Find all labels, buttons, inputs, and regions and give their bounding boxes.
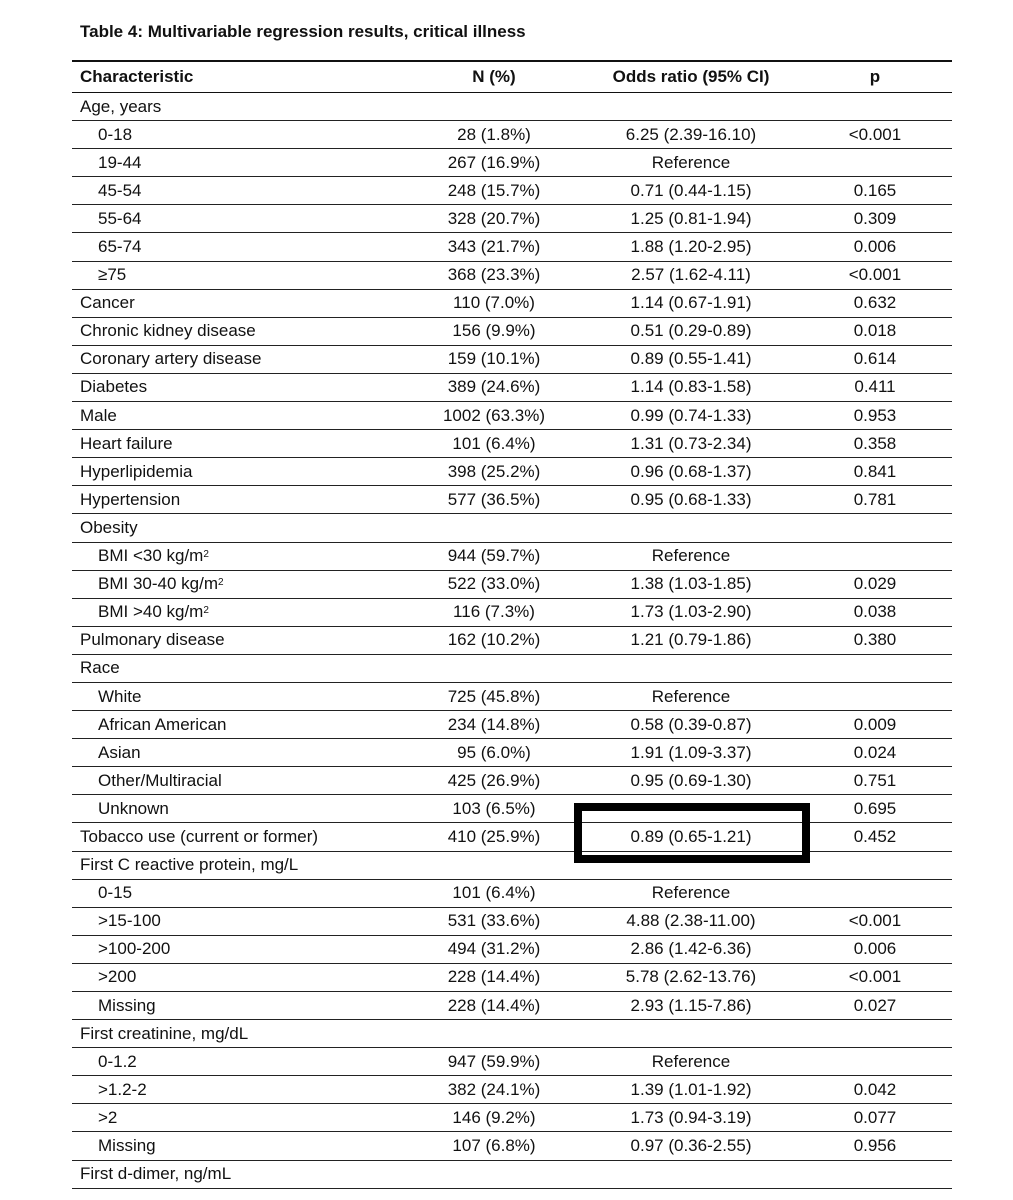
cell-odds-ratio: 0.58 (0.39-0.87) (630, 714, 752, 734)
cell-odds-ratio: 6.25 (2.39-16.10) (625, 124, 757, 144)
characteristic-label: 0-18 (98, 124, 133, 144)
cell-p: 0.411 (854, 377, 896, 397)
characteristic-label: BMI 30-40 kg/m (98, 574, 218, 594)
table-row (72, 655, 952, 683)
table-row (72, 290, 952, 318)
cell-p: 0.452 (853, 826, 897, 846)
cell-characteristic (80, 486, 180, 513)
characteristic-label: Age, years (80, 96, 162, 116)
cell-odds-ratio: 4.88 (2.38-11.00) (626, 911, 756, 931)
cell-odds-ratio: 0.51 (0.29-0.89) (630, 321, 752, 341)
cell-characteristic (98, 1104, 117, 1131)
cell-characteristic (98, 1076, 147, 1103)
cell-p: 0.841 (853, 461, 897, 481)
cell-p (798, 514, 952, 541)
cell-n: 103 (6.5%) (452, 798, 536, 818)
table-row (72, 571, 952, 599)
characteristic-label: First C reactive protein, mg/L (80, 855, 299, 875)
cell-odds-ratio: 1.38 (1.03-1.85) (630, 574, 752, 594)
cell-characteristic (80, 430, 173, 457)
table-row (72, 93, 952, 121)
cell-p: 0.953 (853, 405, 897, 425)
table-row (72, 936, 952, 964)
cell-odds-ratio: 0.96 (0.68-1.37) (630, 461, 752, 481)
cell-characteristic (98, 795, 169, 822)
cell-n: 389 (24.6%) (447, 377, 541, 397)
table-row (72, 992, 952, 1020)
cell-characteristic (98, 149, 141, 176)
cell-p (798, 93, 952, 120)
cell-odds-ratio: 1.91 (1.09-3.37) (630, 742, 752, 762)
cell-n: 228 (14.4%) (447, 995, 541, 1015)
characteristic-label: Unknown (98, 798, 169, 818)
cell-characteristic (80, 627, 225, 654)
cell-odds-ratio: 0.89 (0.65-1.21) (630, 826, 752, 846)
characteristic-label: >100-200 (98, 939, 171, 959)
cell-n: 328 (20.7%) (447, 208, 541, 228)
cell-p (798, 543, 952, 570)
header-p: p (869, 67, 881, 86)
characteristic-label: Hypertension (80, 489, 181, 509)
cell-n: 101 (6.4%) (452, 433, 536, 453)
cell-characteristic (98, 992, 156, 1019)
characteristic-label: Hyperlipidemia (80, 461, 193, 481)
characteristic-label: Missing (98, 1136, 156, 1156)
cell-odds-ratio: 0.89 (0.55-1.41) (630, 349, 752, 369)
header-odds-ratio: Odds ratio (95% CI) (612, 67, 770, 86)
characteristic-label: 45-54 (98, 180, 142, 200)
cell-odds-ratio: 0.71 (0.44-1.15) (630, 180, 752, 200)
table-row (72, 683, 952, 711)
cell-p (798, 655, 952, 682)
cell-p: <0.001 (848, 124, 902, 144)
cell-odds-ratio: Reference (651, 686, 731, 706)
table-row (72, 149, 952, 177)
cell-characteristic (98, 233, 141, 260)
characteristic-label: Heart failure (80, 433, 173, 453)
characteristic-label: Diabetes (80, 377, 148, 397)
cell-n: 944 (59.7%) (447, 546, 541, 566)
table-row (72, 430, 952, 458)
table-row (72, 402, 952, 430)
cell-n: 116 (7.3%) (453, 602, 535, 622)
cell-odds-ratio: 2.57 (1.62-4.11) (631, 265, 751, 285)
characteristic-label: Asian (98, 742, 141, 762)
cell-p (798, 149, 952, 176)
cell-characteristic (80, 514, 138, 541)
characteristic-label: BMI <30 kg/m (98, 546, 204, 566)
characteristic-label: Male (80, 405, 117, 425)
cell-characteristic (80, 402, 117, 429)
cell-n (404, 1020, 584, 1047)
cell-odds-ratio: Reference (651, 152, 731, 172)
cell-p (798, 852, 952, 879)
cell-odds-ratio: Reference (651, 1051, 731, 1071)
cell-p: 0.309 (853, 208, 897, 228)
cell-odds-ratio: 1.31 (0.73-2.34) (630, 433, 752, 453)
cell-p: 0.009 (853, 714, 897, 734)
table-row (72, 908, 952, 936)
table-caption: Table 4: Multivariable regression results, critical illness (80, 22, 526, 41)
cell-n: 101 (6.4%) (452, 883, 536, 903)
table-row (72, 514, 952, 542)
cell-p (798, 1048, 952, 1075)
table-row (72, 486, 952, 514)
cell-characteristic (98, 880, 132, 907)
regression-table (72, 60, 952, 1189)
cell-characteristic (98, 767, 222, 794)
cell-characteristic (98, 205, 141, 232)
cell-n: 522 (33.0%) (447, 574, 541, 594)
cell-p: 0.165 (853, 180, 897, 200)
cell-p: 0.380 (853, 630, 897, 650)
characteristic-label: Missing (98, 995, 156, 1015)
cell-characteristic (98, 683, 141, 710)
table-row (72, 767, 952, 795)
cell-p: 0.614 (853, 349, 897, 369)
table-row (72, 599, 952, 627)
cell-n: 577 (36.5%) (447, 489, 541, 509)
characteristic-label: Other/Multiracial (98, 770, 222, 790)
cell-p: 0.632 (853, 293, 897, 313)
cell-p: 0.956 (853, 1136, 897, 1156)
cell-p (798, 1161, 952, 1188)
table-row (72, 121, 952, 149)
characteristic-label: Cancer (80, 293, 135, 313)
characteristic-label: Pulmonary disease (80, 630, 225, 650)
table-row (72, 823, 952, 851)
cell-n: 1002 (63.3%) (442, 405, 546, 425)
cell-n: 425 (26.9%) (447, 770, 541, 790)
cell-n (404, 852, 584, 879)
cell-n (404, 655, 584, 682)
table-row (72, 627, 952, 655)
characteristic-label: White (98, 686, 142, 706)
cell-n: 110 (7.0%) (453, 293, 535, 313)
table-row (72, 852, 952, 880)
cell-odds-ratio: Reference (651, 883, 731, 903)
cell-characteristic: BMI >40 kg/m $^2$ (98, 602, 209, 622)
cell-n: 531 (33.6%) (447, 911, 541, 931)
cell-odds-ratio (584, 1020, 798, 1047)
table-row (72, 880, 952, 908)
cell-characteristic (98, 177, 141, 204)
table-row (72, 739, 952, 767)
cell-characteristic (98, 964, 136, 991)
characteristic-label: African American (98, 714, 227, 734)
cell-n: 343 (21.7%) (447, 237, 541, 257)
cell-odds-ratio: 5.78 (2.62-13.76) (625, 967, 757, 987)
characteristic-label: >200 (98, 967, 137, 987)
characteristic-label: 0-15 (98, 883, 133, 903)
cell-characteristic (98, 1132, 156, 1159)
cell-characteristic: BMI 30-40 kg/m $^2$ (98, 574, 224, 594)
cell-n: 228 (14.4%) (447, 967, 541, 987)
table-row (72, 233, 952, 261)
cell-p: <0.001 (848, 911, 902, 931)
cell-odds-ratio (584, 1161, 798, 1188)
cell-odds-ratio: 1.73 (1.03-2.90) (630, 602, 752, 622)
cell-n: 95 (6.0%) (457, 742, 531, 762)
table-header-row (72, 62, 952, 93)
table-row (72, 1161, 952, 1189)
cell-p: 0.018 (853, 321, 897, 341)
cell-n (404, 93, 584, 120)
cell-p: 0.042 (853, 1079, 897, 1099)
cell-n: 410 (25.9%) (447, 826, 541, 846)
cell-p: 0.038 (853, 602, 897, 622)
cell-characteristic (98, 908, 161, 935)
cell-p (798, 683, 952, 710)
cell-characteristic (80, 346, 261, 373)
header-n: N (%) (472, 67, 516, 86)
table-row (72, 1048, 952, 1076)
table-row (72, 1104, 952, 1132)
table-row (72, 374, 952, 402)
cell-p: 0.781 (853, 489, 897, 509)
cell-n: 159 (10.1%) (447, 349, 541, 369)
characteristic-label: First d-dimer, ng/mL (80, 1164, 232, 1184)
characteristic-label: 19-44 (98, 152, 142, 172)
cell-characteristic (80, 823, 318, 850)
cell-odds-ratio: 1.25 (0.81-1.94) (630, 208, 752, 228)
table-row (72, 543, 952, 571)
table-row (72, 1132, 952, 1160)
cell-n: 382 (24.1%) (447, 1079, 541, 1099)
table-row (72, 1076, 952, 1104)
cell-characteristic (98, 711, 227, 738)
table-body (72, 93, 952, 1189)
cell-n: 368 (23.3%) (447, 265, 541, 285)
table-row (72, 1020, 952, 1048)
cell-characteristic (80, 1020, 248, 1047)
cell-characteristic (80, 318, 256, 345)
cell-odds-ratio (584, 655, 798, 682)
cell-n (404, 514, 584, 541)
cell-characteristic (98, 1048, 137, 1075)
cell-n (404, 1161, 584, 1188)
cell-characteristic (80, 290, 135, 317)
cell-odds-ratio: 1.73 (0.94-3.19) (630, 1107, 752, 1127)
header-characteristic: Characteristic (80, 67, 194, 86)
cell-p: 0.024 (853, 742, 897, 762)
cell-characteristic (80, 93, 161, 120)
cell-odds-ratio: 0.97 (0.36-2.55) (630, 1136, 752, 1156)
cell-characteristic (80, 458, 192, 485)
table-row (72, 346, 952, 374)
cell-odds-ratio: 1.21 (0.79-1.86) (630, 630, 752, 650)
characteristic-label: 0-1.2 (98, 1051, 137, 1071)
cell-odds-ratio: 1.39 (1.01-1.92) (630, 1079, 752, 1099)
cell-p (798, 1020, 952, 1047)
cell-p: <0.001 (848, 967, 902, 987)
cell-n: 234 (14.8%) (447, 714, 541, 734)
cell-characteristic (98, 262, 126, 289)
table-row (72, 711, 952, 739)
cell-odds-ratio: 1.14 (0.83-1.58) (630, 377, 752, 397)
cell-n: 725 (45.8%) (447, 686, 541, 706)
characteristic-label: >15-100 (98, 911, 161, 931)
cell-odds-ratio: 0.95 (0.68-1.33) (630, 489, 752, 509)
cell-characteristic (80, 374, 147, 401)
characteristic-label: Coronary artery disease (80, 349, 262, 369)
cell-odds-ratio: 0.99 (0.74-1.33) (630, 405, 752, 425)
cell-n: 107 (6.8%) (452, 1136, 536, 1156)
cell-n: 398 (25.2%) (447, 461, 541, 481)
cell-n: 248 (15.7%) (447, 180, 541, 200)
characteristic-label: Tobacco use (current or former) (80, 826, 319, 846)
table-row (72, 177, 952, 205)
characteristic-label: BMI >40 kg/m (98, 602, 204, 622)
cell-characteristic (98, 936, 170, 963)
characteristic-label: >2 (98, 1107, 118, 1127)
cell-p: 0.077 (853, 1107, 897, 1127)
cell-p: <0.001 (848, 265, 902, 285)
table-row (72, 205, 952, 233)
characteristic-label: 55-64 (98, 208, 142, 228)
cell-n: 156 (9.9%) (452, 321, 536, 341)
table-row (72, 458, 952, 486)
cell-characteristic (80, 852, 298, 879)
cell-odds-ratio (584, 93, 798, 120)
cell-characteristic (98, 739, 141, 766)
characteristic-label: >1.2-2 (98, 1079, 147, 1099)
cell-n: 146 (9.2%) (452, 1107, 536, 1127)
cell-n: 947 (59.9%) (447, 1051, 541, 1071)
table-row (72, 964, 952, 992)
characteristic-label: ≥75 (98, 265, 127, 285)
characteristic-label: Obesity (80, 517, 138, 537)
cell-characteristic: BMI <30 kg/m $^2$ (98, 546, 209, 566)
cell-odds-ratio (584, 852, 798, 879)
cell-p: 0.006 (853, 237, 897, 257)
table-row (72, 795, 952, 823)
characteristic-label: 65-74 (98, 237, 142, 257)
table-row (72, 318, 952, 346)
cell-p: 0.029 (853, 574, 897, 594)
cell-n: 494 (31.2%) (447, 939, 541, 959)
cell-characteristic (80, 1161, 231, 1188)
cell-characteristic (98, 121, 132, 148)
characteristic-label: Chronic kidney disease (80, 321, 256, 341)
cell-p: 0.695 (853, 798, 897, 818)
cell-odds-ratio: 0.95 (0.69-1.30) (630, 770, 752, 790)
cell-odds-ratio: 2.93 (1.15-7.86) (630, 995, 752, 1015)
characteristic-label: Race (80, 658, 120, 678)
cell-p: 0.027 (853, 995, 897, 1015)
cell-p (798, 880, 952, 907)
cell-p: 0.358 (853, 433, 897, 453)
cell-n: 28 (1.8%) (457, 124, 531, 144)
table-row (72, 262, 952, 290)
cell-p: 0.751 (853, 770, 897, 790)
cell-n: 162 (10.2%) (447, 630, 541, 650)
cell-odds-ratio (584, 514, 798, 541)
cell-odds-ratio (584, 795, 798, 822)
cell-characteristic (80, 655, 120, 682)
cell-n: 267 (16.9%) (447, 152, 541, 172)
cell-odds-ratio: 2.86 (1.42-6.36) (630, 939, 752, 959)
characteristic-label: First creatinine, mg/dL (80, 1023, 249, 1043)
cell-odds-ratio: 1.88 (1.20-2.95) (630, 237, 752, 257)
cell-odds-ratio: 1.14 (0.67-1.91) (630, 293, 752, 313)
cell-p: 0.006 (853, 939, 897, 959)
cell-odds-ratio: Reference (651, 546, 731, 566)
